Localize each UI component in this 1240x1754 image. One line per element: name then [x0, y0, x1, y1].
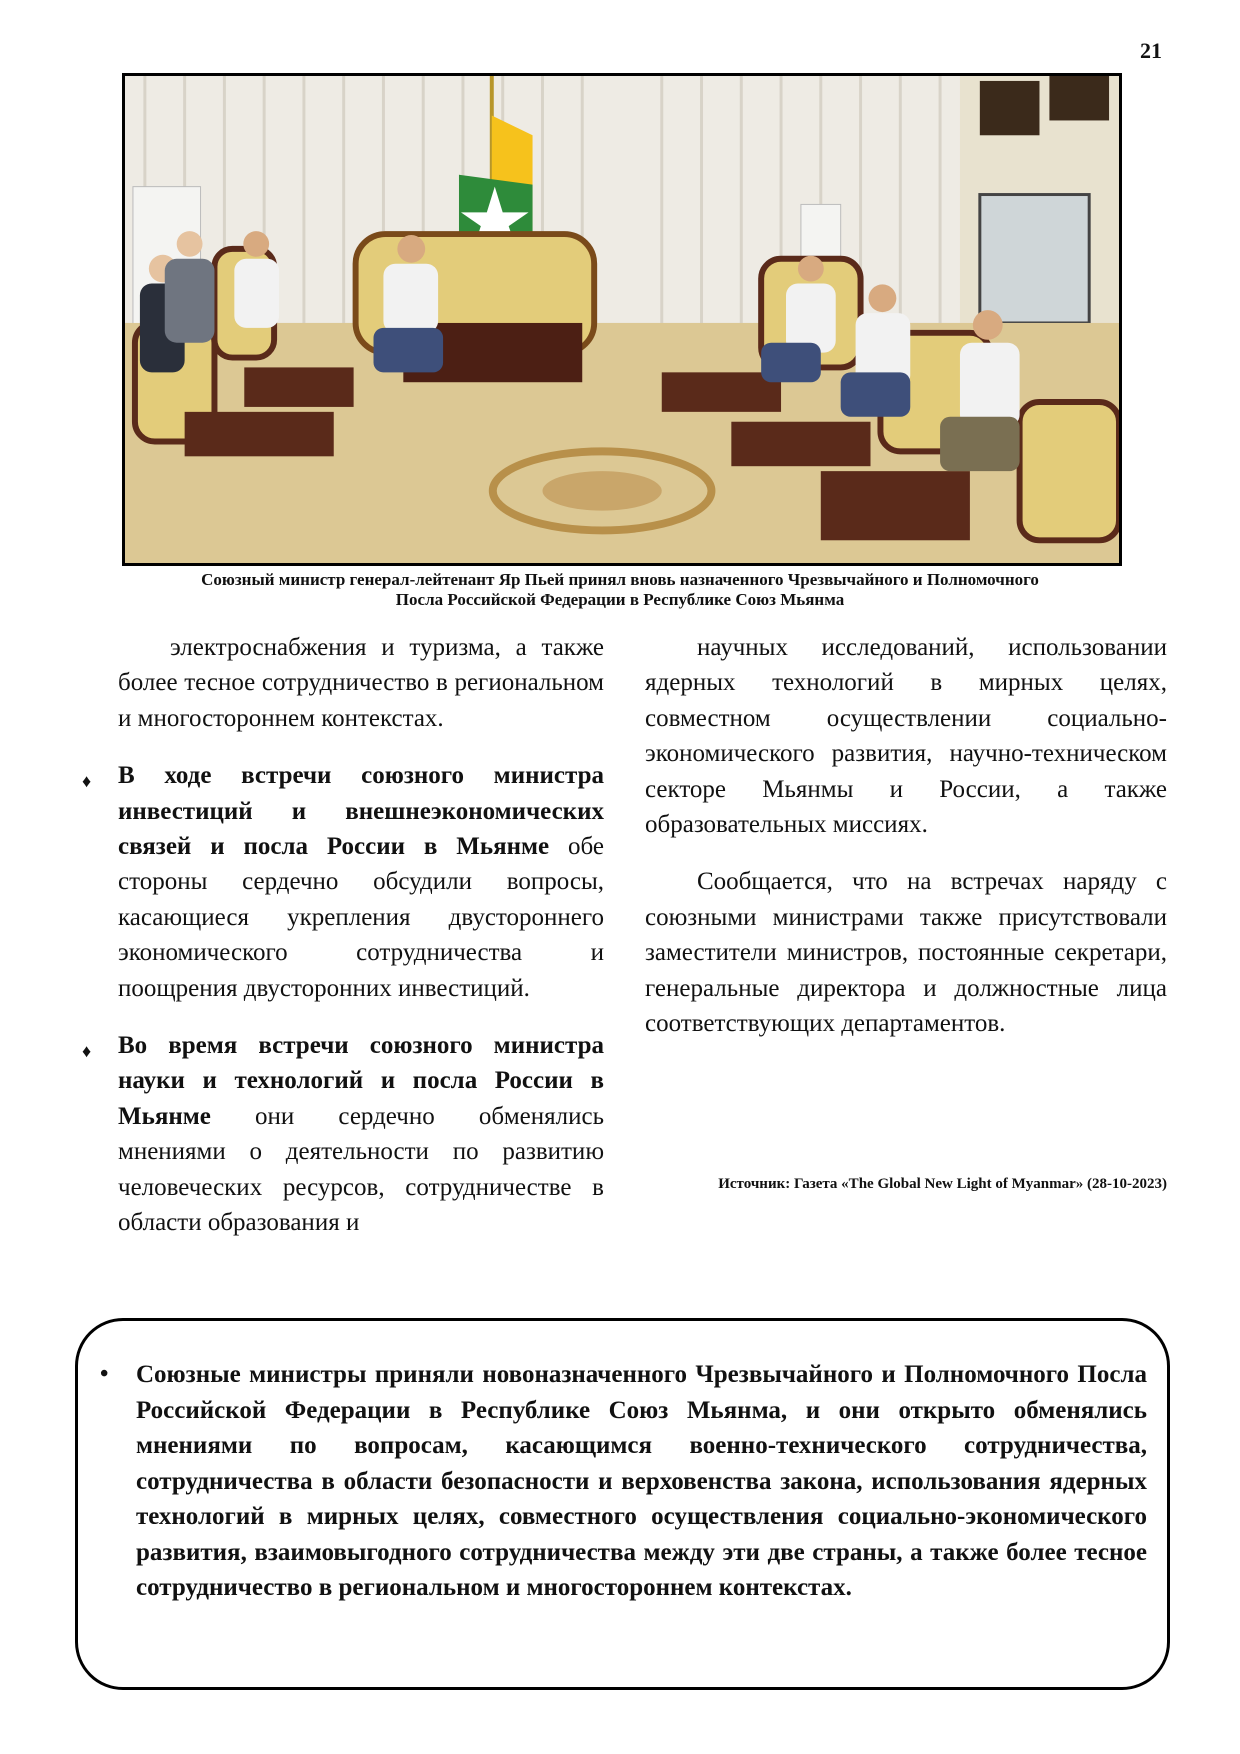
summary-text-block: [100, 1357, 1147, 1606]
bullet-paragraph-science: [82, 1028, 604, 1240]
page-number: 21: [1140, 38, 1162, 63]
bullet1-bold-text: В ходе встречи союзного министра инвестиций и внешнеэкономических связей и посла России в Мьянме: [118, 762, 604, 861]
source-note: Источник: Газета «The Global New Light of Myanmar» (28-10-2023): [718, 1176, 1167, 1192]
caption-line-1: Союзный министр генерал-лейтенант Яр Пьей принял вновь назначенного Чрезвычайного и Полномочного: [201, 570, 1039, 589]
left-column: [82, 630, 604, 1241]
meeting-photo-illustration: [125, 76, 1119, 563]
diamond-bullet-icon: ♦: [82, 771, 92, 792]
photo-caption: [80, 570, 1160, 610]
summary-box: [75, 1318, 1170, 1690]
diamond-bullet-icon: ♦: [82, 1041, 92, 1062]
left-intro-paragraph: электроснабжения и туризма, а также более тесное сотрудничество в региональном и многостороннем контекстах.: [118, 634, 604, 732]
bullet2-text: они сердечно обменялись мнениями о деятельности по развитию человеческих ресурсов, сотрудничестве в области образования и: [118, 1102, 604, 1237]
caption-line-2: Посла Российской Федерации в Республике Союз Мьянма: [395, 590, 845, 609]
summary-text: Союзные министры приняли новоназначенного Чрезвычайного и Полномочного Посла Российской Федерации в Республике Союз Мьянма, и они открыто обменялись мнениями по вопросам, касающимся военно-технического сотрудничества, сотрудничества в области безопасности и верховенства закона, использования ядерных технологий в мирных целях, совместного осуществления социально-экономического развития, взаимовыгодного сотрудничества между эти две страны, а также более тесное сотрудничество в региональном и многостороннем контекстах.: [136, 1361, 1147, 1601]
bullet1-text: обе стороны сердечно обсудили вопросы, касающиеся укрепления двустороннего экономического сотрудничества и поощрения двусторонних инвестиций.: [118, 833, 604, 1002]
bullet2-bold-text: Во время встречи союзного министра науки и технологий и посла России в Мьянме: [118, 1032, 604, 1130]
meeting-photo: [122, 73, 1122, 566]
bullet-paragraph-investment: [82, 758, 604, 1006]
right-column: [645, 630, 1167, 1041]
right-paragraph-1: научных исследований, использовании ядерных технологий в мирных целях, совместном осуществлении социально-экономического развития, научно-техническом секторе Мьянмы и России, а также образовательных миссиях.: [645, 634, 1167, 839]
right-paragraph-2: Сообщается, что на встречах наряду с союзными министрами также присутствовали заместители министров, постоянные секретари, генеральные директора и должностные лица соответствующих департаментов.: [645, 868, 1167, 1038]
round-bullet-icon: •: [100, 1361, 109, 1387]
